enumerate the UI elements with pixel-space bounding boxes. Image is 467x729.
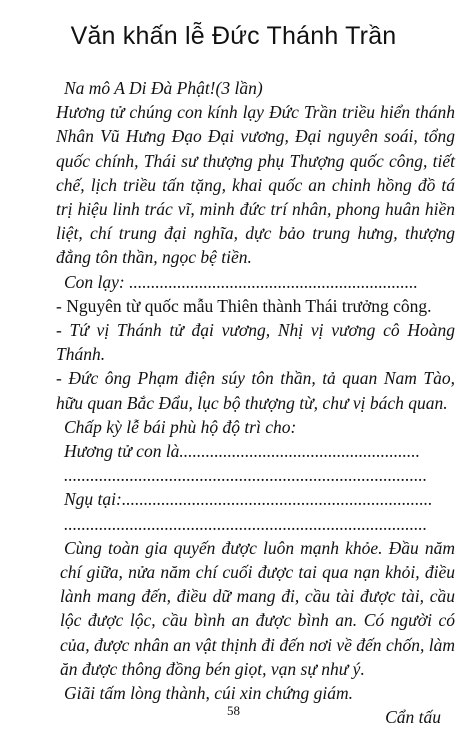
blank-dotted-line-1: ................................................................................... bbox=[64, 465, 428, 486]
ngu-tai-line: Ngụ tại:....................................................................... bbox=[64, 489, 433, 510]
opening-invocation: Na mô A Di Đà Phật!(3 lần) bbox=[64, 78, 263, 98]
list-item-quoc-mau: - Nguyên từ quốc mẫu Thiên thành Thái trưởng công. bbox=[56, 295, 432, 316]
list-item-duc-ong: - Đức ông Phạm điện súy tôn thần, tả quan Nam Tào, hữu quan Bắc Đẩu, lục bộ thượng từ, chư vị bách quan. bbox=[56, 368, 455, 413]
paragraph-homage: Hương tử chúng con kính lạy Đức Trần triều hiển thánh Nhân Vũ Hưng Đạo Đại vương, Đại nguyên soái, tổng quốc chính, Thái sư thượng phụ Thượng quốc công, tiết chế, lịch triều tấn tặng, khai quốc an chinh hồng đồ tá trị hiệu linh trác vĩ, minh đức trí nhân, phong huân hiền liệt, chí trung đại nghĩa, dực bảo trung hưng, thượng đẳng tôn thần, ngọc bệ tiền. bbox=[56, 102, 455, 268]
blank-dotted-line-2: ................................................................................... bbox=[64, 513, 428, 534]
blessing-request: Chấp kỳ lễ bái phù hộ độ trì cho: bbox=[64, 416, 297, 437]
con-lay-line: Con lạy: .................................................................. bbox=[64, 271, 418, 292]
list-item-thanh-tu: - Tứ vị Thánh tử đại vương, Nhị vị vương cô Hoàng Thánh. bbox=[56, 320, 455, 365]
page-number: 58 bbox=[227, 703, 240, 718]
huong-tu-line: Hương tử con là....................................................... bbox=[64, 441, 421, 462]
closing-sentence: Giãi tấm lòng thành, cúi xin chứng giám. bbox=[64, 683, 354, 704]
prayer-text bbox=[56, 76, 455, 729]
page-title: Văn khấn lễ Đức Thánh Trần bbox=[70, 22, 397, 50]
paragraph-wishes: Cùng toàn gia quyến được luôn mạnh khỏe. Đầu năm chí giữa, nửa năm chí cuối được tai qua nạn khỏi, điều lành mang đến, điều dữ mang đi, cầu tài được tài, cầu lộc được lộc, cầu bình an được bình an. Có người có của, được nhân an vật thịnh đi đến nơi về đến chốn, làm ăn được thông đồng bén giọt, vạn sự như ý. bbox=[60, 537, 455, 679]
closing-signoff: Cẩn tấu bbox=[385, 707, 441, 728]
